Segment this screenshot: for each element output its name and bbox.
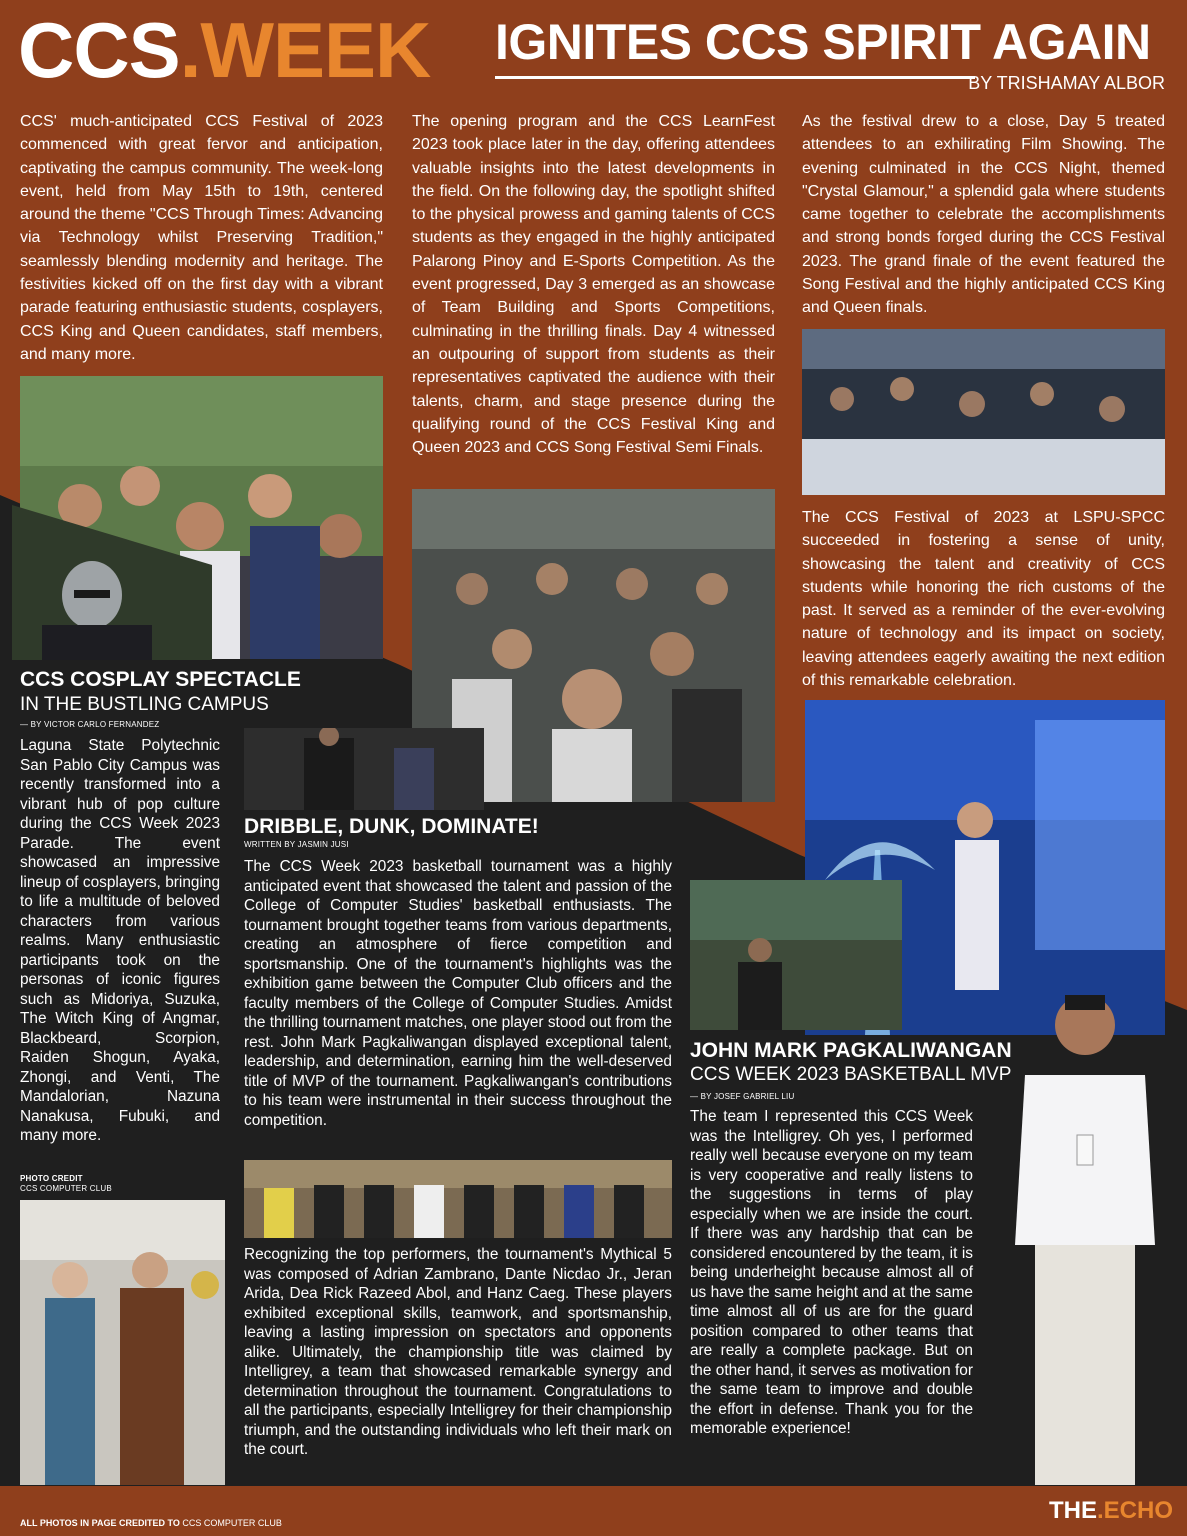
dribble-title: DRIBBLE, DUNK, DOMINATE! bbox=[244, 815, 539, 838]
footer-bar bbox=[0, 1486, 1187, 1536]
main-byline: BY TRISHAMAY ALBOR bbox=[968, 73, 1165, 93]
cosplay-subtitle: IN THE BUSTLING CAMPUS bbox=[20, 694, 269, 715]
photo-credit-value: CCS COMPUTER CLUB bbox=[20, 1184, 112, 1193]
masthead-ccs: CCS bbox=[18, 6, 180, 94]
team-photo bbox=[244, 1160, 672, 1238]
dribble-body-1: The CCS Week 2023 basketball tournament was a highly anticipated event that showcased the talent and passion of the College of Computer Studies' basketball enthusiasts. The tournament brought together teams from various departments, creating an atmosphere of fierce competition and sportsmanship. One of the tournament's highlights was the exhibition game between the Computer Club officers and the faculty members of the College of Computer Studies. Amidst the thrilling tournament matches, one player stood out from the rest. John Mark Pagkaliwangan displayed exceptional talent, leadership, and determination, earning him the well-deserved title of MVP of the tournament. Pagkaliwangan's contributions to his team were instrumental in their success throughout the competition. bbox=[244, 858, 672, 1129]
masthead-dot: . bbox=[179, 6, 201, 94]
footer-credit-value: CCS COMPUTER CLUB bbox=[182, 1518, 282, 1528]
mandalorian-photo bbox=[12, 505, 212, 660]
footer-credit bbox=[20, 1518, 282, 1528]
main-article-col3b: The CCS Festival of 2023 at LSPU-SPCC succeeded in fostering a sense of unity, showcasing the talent and creativity of CCS students while honoring the rich customs of the past. It served as a reminder of the ever-evolving nature of technology and its impact on society, leaving attendees eagerly awaiting the next edition of this remarkable celebration. bbox=[802, 509, 1165, 690]
cosplay-photo bbox=[20, 1200, 225, 1485]
mvp-body: The team I represented this CCS Week was the Intelligrey. Oh yes, I performed really well because everyone on my team is very cooperative and really listens to the suggestions in terms of play especially when we are inside the court. If there was any hardship that can be considered encountered by the team, it is being underheight because almost all of us have the same height and at the same time almost all of us are for the guard position compared to other teams that are really a complete package. But on the other hand, it serves as motivation for the same team to improve and double the effort in defense. Thank you for the memorable experience! bbox=[690, 1108, 973, 1437]
mvp-byline: — BY JOSEF GABRIEL LIU bbox=[690, 1092, 795, 1101]
mvp-portrait bbox=[1005, 985, 1165, 1485]
footer-credit-label: ALL PHOTOS IN PAGE CREDITED TO bbox=[20, 1518, 180, 1528]
masthead-logo bbox=[18, 6, 431, 94]
masthead-week: WEEK bbox=[200, 6, 431, 94]
main-article-col2: The opening program and the CCS LearnFest 2023 took place later in the day, offering attendees valuable insights into the latest developments in the field. On the following day, the spotlight shifted to the physical prowess and gaming talents of CCS students as they engaged in the highly anticipated Palarong Pinoy and E-Sports Competition. As the event progressed, Day 3 emerged as an showcase of Team Building and Sports Competitions, culminating in the thrilling finals. Day 4 witnessed an outpouring of support from students as their representatives captivated the audience with their talents, charm, and stage presence during the qualifying round of the CCS Festival King and Queen 2023 and CCS Song Festival Semi Finals. bbox=[412, 113, 775, 457]
dribble-body-2: Recognizing the top performers, the tournament's Mythical 5 was composed of Adrian Zambrano, Dante Nicdao Jr., Jeran Arida, Dea Rick Razeed Abol, and Hanz Caeg. These players exhibited exceptional skills, teamwork, and sportsmanship, leaving a lasting impression on spectators and opponents alike. Ultimately, the championship title was claimed by Intelligrey, a team that showcased remarkable synergy and determination throughout the tournament. Congratulations to all the participants, especially Intelligrey for their championship triumph, and the outstanding individuals who left their mark on the court. bbox=[244, 1246, 672, 1458]
gala-photo bbox=[802, 329, 1165, 495]
main-article-col3a: As the festival drew to a close, Day 5 treated attendees to an exhilirating Film Showing. The evening culminated in the CCS Night, themed "Crystal Glamour," a splendid gala where students came together to celebrate the accomplishments and strong bonds forged during the CCS Festival 2023. The grand finale of the event featured the Song Festival and the highly anticipated CCS King and Queen finals. bbox=[802, 113, 1165, 317]
logo-dot: . bbox=[1096, 1497, 1104, 1524]
photo-credit-label: PHOTO CREDIT bbox=[20, 1174, 83, 1183]
headline-rule bbox=[495, 76, 975, 79]
cosplay-body: Laguna State Polytechnic San Pablo City Campus was recently transformed into a vibrant hub of pop culture during the CCS Week 2023 Parade. The event showcased an impressive lineup of cosplayers, bringing to life a multitude of beloved characters from various realms. Many enthusiastic participants took on the personas of iconic figures such as Midoriya, Suzuka, The Witch King of Angmar, Blackbeard, Scorpion, Raiden Shogun, Ayaka, Zhongi, and Venti, The Mandalorian, Nazuna Nanakusa, Fubuki, and many more. bbox=[20, 737, 220, 1144]
main-article-col1: CCS' much-anticipated CCS Festival of 2023 commenced with great fervor and anticipation, captivating the campus community. The week-long event, held from May 15th to 19th, centered around the theme "CCS Through Times: Advancing via Technology whilst Preserving Tradition," seamlessly blending modernity and heritage. The festivities kicked off on the first day with a vibrant parade featuring enthusiastic students, cosplayers, CCS King and Queen candidates, staff members, and many more. bbox=[20, 113, 383, 363]
logo-the: THE bbox=[1048, 1497, 1097, 1524]
publication-logo bbox=[1049, 1497, 1173, 1525]
mvp-title: JOHN MARK PAGKALIWANGAN bbox=[690, 1039, 1012, 1062]
logo-echo: ECHO bbox=[1103, 1497, 1173, 1524]
basketball-player-photo bbox=[690, 880, 902, 1030]
dribble-byline: WRITTEN BY JASMIN JUSI bbox=[244, 840, 349, 849]
mvp-subtitle: CCS WEEK 2023 BASKETBALL MVP bbox=[690, 1064, 1012, 1085]
headline: IGNITES CCS SPIRIT AGAIN bbox=[495, 14, 1151, 70]
basketball-action-photo bbox=[244, 728, 484, 810]
cosplay-title: CCS COSPLAY SPECTACLE bbox=[20, 668, 301, 691]
cosplay-byline: — BY VICTOR CARLO FERNANDEZ bbox=[20, 720, 160, 729]
